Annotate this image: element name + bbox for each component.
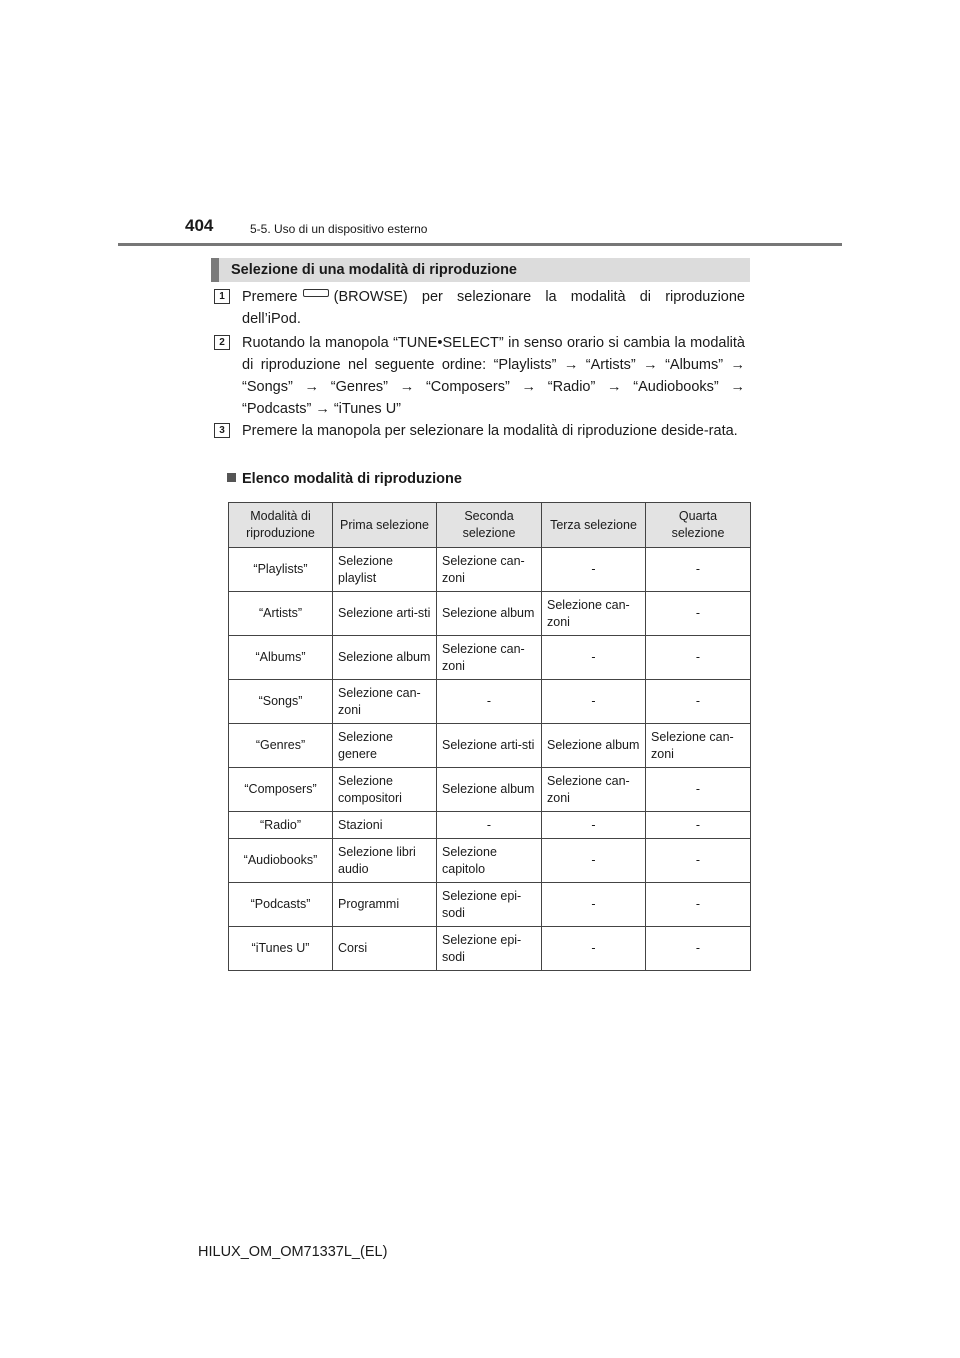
subheading	[227, 471, 462, 487]
table-cell: -	[646, 812, 751, 839]
step-badge-2: 2	[214, 335, 230, 350]
column-header: Modalità di riproduzione	[229, 503, 333, 548]
table-row	[229, 839, 751, 883]
table-cell: Selezione genere	[333, 724, 437, 768]
table-cell: -	[437, 812, 542, 839]
column-header: Prima selezione	[333, 503, 437, 548]
table-cell: Selezione can-zoni	[437, 548, 542, 592]
step-badge-1: 1	[214, 289, 230, 304]
table-row	[229, 812, 751, 839]
step-2-text: Ruotando la manopola “TUNE•SELECT” in senso orario si cambia la modalità di riproduzione nel seguente ordine: “Playlists” → “Artists” → “Albums” → “Songs” → “Genres” → “Composers” → “Radio” → “Audiobooks” → “Podcasts” → “iTunes U”	[242, 335, 745, 417]
table-cell: Corsi	[333, 927, 437, 971]
table-cell: -	[646, 548, 751, 592]
table-row	[229, 548, 751, 592]
square-bullet-icon	[227, 473, 236, 482]
table-cell: -	[542, 927, 646, 971]
table-cell: Selezione arti-sti	[437, 724, 542, 768]
table-cell: Selezione libri audio	[333, 839, 437, 883]
table-row	[229, 724, 751, 768]
header-divider	[118, 243, 842, 246]
table-cell: Stazioni	[333, 812, 437, 839]
table-cell: Selezione can-zoni	[437, 636, 542, 680]
table-cell: “Radio”	[229, 812, 333, 839]
table-cell: Selezione album	[542, 724, 646, 768]
table-cell: -	[646, 883, 751, 927]
table-cell: Selezione can-zoni	[646, 724, 751, 768]
table-cell: -	[542, 548, 646, 592]
table-row	[229, 927, 751, 971]
table-cell: Selezione epi-sodi	[437, 927, 542, 971]
table-cell: -	[646, 636, 751, 680]
page-number: 404	[185, 216, 214, 235]
table-cell: “Albums”	[229, 636, 333, 680]
table-cell: -	[542, 680, 646, 724]
table-cell: Selezione arti-sti	[333, 592, 437, 636]
heading-title: Selezione di una modalità di riproduzione	[231, 262, 517, 278]
table-cell: Selezione album	[437, 592, 542, 636]
table-cell: “Playlists”	[229, 548, 333, 592]
table-cell: -	[542, 883, 646, 927]
step-1-text	[242, 286, 745, 330]
step-1-text-after: (BROWSE) per selezionare la modalità di riproduzione dell’iPod.	[242, 289, 745, 327]
table-cell: -	[646, 680, 751, 724]
table-cell: Selezione album	[333, 636, 437, 680]
table-row	[229, 883, 751, 927]
table-cell: -	[646, 768, 751, 812]
table-cell: -	[542, 812, 646, 839]
table-cell: “Composers”	[229, 768, 333, 812]
table-cell: “Artists”	[229, 592, 333, 636]
table-cell: Selezione can-zoni	[542, 768, 646, 812]
table-cell: -	[542, 636, 646, 680]
table-cell: -	[542, 839, 646, 883]
table-cell: Selezione album	[437, 768, 542, 812]
table-cell: “iTunes U”	[229, 927, 333, 971]
table-row	[229, 680, 751, 724]
table-row	[229, 768, 751, 812]
column-header: Quarta selezione	[646, 503, 751, 548]
table-cell: Selezione can-zoni	[333, 680, 437, 724]
playback-modes-table	[228, 502, 751, 971]
heading-bar	[211, 258, 750, 282]
column-header: Seconda selezione	[437, 503, 542, 548]
browse-button-icon	[303, 289, 329, 297]
subheading-text: Elenco modalità di riproduzione	[242, 471, 462, 487]
table-cell: -	[646, 927, 751, 971]
table-cell: Selezione playlist	[333, 548, 437, 592]
document-code: HILUX_OM_OM71337L_(EL)	[198, 1244, 388, 1260]
column-header: Terza selezione	[542, 503, 646, 548]
table-cell: -	[646, 839, 751, 883]
table-cell: -	[646, 592, 751, 636]
section-title: 5-5. Uso di un dispositivo esterno	[250, 222, 428, 236]
table-row	[229, 592, 751, 636]
table-cell: “Podcasts”	[229, 883, 333, 927]
table-row	[229, 636, 751, 680]
table-header-row	[229, 503, 751, 548]
table-cell: “Songs”	[229, 680, 333, 724]
step-1-text-before: Premere	[242, 289, 298, 305]
table-cell: Selezione capitolo	[437, 839, 542, 883]
table-cell: Programmi	[333, 883, 437, 927]
table-cell: “Audiobooks”	[229, 839, 333, 883]
table-cell: -	[437, 680, 542, 724]
table-cell: Selezione can-zoni	[542, 592, 646, 636]
step-badge-3: 3	[214, 423, 230, 438]
table-cell: “Genres”	[229, 724, 333, 768]
step-3-text: Premere la manopola per selezionare la modalità di riproduzione deside-rata.	[242, 423, 738, 439]
table-cell: Selezione epi-sodi	[437, 883, 542, 927]
table-cell: Selezione compositori	[333, 768, 437, 812]
